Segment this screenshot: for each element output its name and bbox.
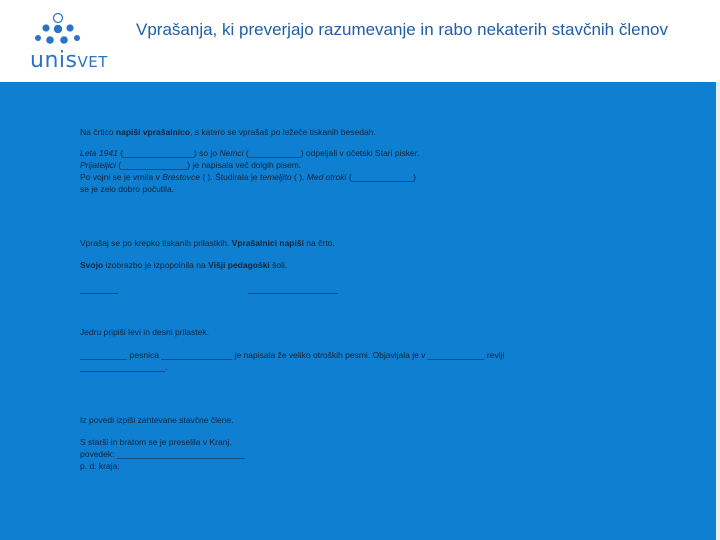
exercise-1-line-4: se je zelo dobro počutila. [80,184,175,194]
exercise-2-blank-1[interactable]: ________ [80,284,118,294]
slide-header [0,0,720,82]
exercise-1-line-1: Leta 1941 (_______________) so jo Nemci (___________) odpeljali v očetski Stari pisker. [80,148,420,158]
exercise-1-line-3: Po vojni se je vrnila v Brestovce ( ). Študirala je temeljito ( ). Med otroki (_____________) [80,172,416,182]
exercise-3-line-1: __________ pesnica _______________ je napisala že veliko otroških pesmi. Objavljala je v ____________ reviji [80,350,505,360]
exercise-2-instruction: Vprašaj se po krepko tiskanih prilastkih. Vprašalnici napiši na črto. [80,238,335,248]
exercise-1-line-2: Prijateljici (______________) je napisala več dolgih pisem. [80,160,302,170]
unisvet-logo [20,8,130,78]
logo-dots-icon [30,12,110,52]
logo-wordmark: unisVET [30,48,108,73]
exercise-4-predicate-field[interactable]: povedek: ___________________________ [80,449,245,459]
exercise-1-instruction: Na črtico napiši vprašalnico, s katero se vprašaš po ležeče tiskanih besedah. [80,127,376,137]
exercise-3-instruction: Jedru pripiši levi in desni prilastek. [80,327,209,337]
exercise-3-line-2: __________________. [80,362,168,372]
exercise-2-sentence: Svojo izobrazbo je izpopolnila na Višji pedagoški šoli. [80,260,288,270]
exercise-4-instruction: Iz povedi izpiši zahtevane stavčne člene. [80,415,234,425]
page-title: Vprašanja, ki preverjajo razumevanje in rabo nekaterih stavčnih členov [136,20,669,39]
right-edge-divider [716,82,720,540]
exercise-4-sentence: S starši in bratom se je preselila v Kranj. [80,437,232,447]
exercise-2-blank-2[interactable]: ___________________ [248,284,338,294]
exercise-4-place-adverbial-field[interactable]: p. d. kraja: [80,461,120,471]
